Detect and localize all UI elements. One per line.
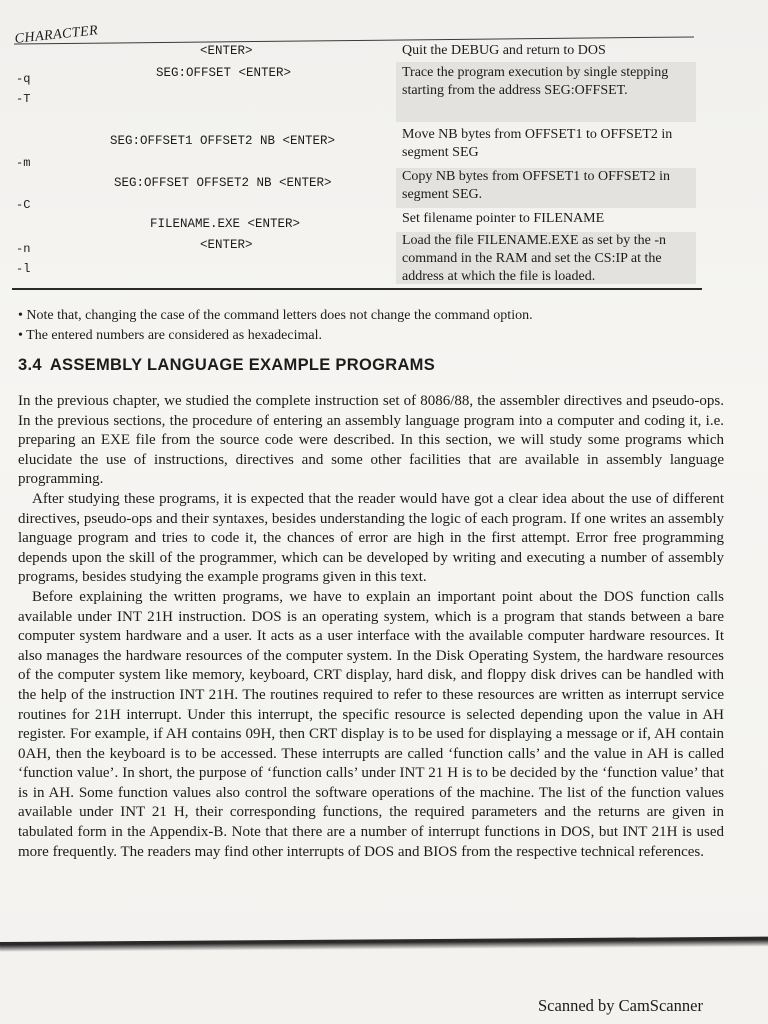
format-n: FILENAME.EXE <ENTER> — [150, 217, 301, 231]
table-notes — [18, 306, 718, 346]
option-c: -C — [16, 198, 31, 212]
format-c: SEG:OFFSET OFFSET2 NB <ENTER> — [114, 176, 332, 190]
page-edge-shadow — [0, 937, 768, 952]
paragraph: In the previous chapter, we studied the complete instruction set of 8086/88, the assembler directives and pseudo-ops. In the previous sections, the procedure of entering an assembly language program into a computer and coding it, i.e. preparing an EXE file from the source code were described. In this section, we will study some programs which elucidate the use of instructions, directives and some other facilities that are available in assembly language programming. — [18, 393, 724, 488]
table-header-fragment: CHARACTER — [14, 23, 99, 47]
paragraph: After studying these programs, it is expected that the reader would have got a clear idea about the use of different directives, pseudo-ops and their syntaxes, besides understanding the logic of each program. If one writes an assembly language program and tries to code it, the chances of error are high in the first attempt. Error free programming depends upon the skill of the programmer, which can be developed by writing and executing a number of assembly programs, besides studying the example programs given in this text. — [18, 490, 724, 586]
option-t: -T — [16, 92, 31, 106]
description-q: Quit the DEBUG and return to DOS — [402, 43, 606, 58]
option-l: -l — [16, 262, 31, 276]
section-body — [18, 392, 724, 862]
section-heading — [18, 356, 435, 375]
format-m: SEG:OFFSET1 OFFSET2 NB <ENTER> — [110, 134, 336, 148]
format-q: <ENTER> — [200, 44, 253, 58]
option-n: -n — [16, 242, 31, 256]
option-m: -m — [16, 156, 31, 170]
note-hex: • The entered numbers are considered as hexadecimal. — [18, 328, 322, 343]
option-q: -q — [16, 72, 31, 86]
description-m: Move NB bytes from OFFSET1 to OFFSET2 in segment SEG — [402, 127, 673, 160]
description-n: Set filename pointer to FILENAME — [402, 211, 605, 226]
description-c: Copy NB bytes from OFFSET1 to OFFSET2 in segment SEG. — [402, 169, 670, 202]
format-t: SEG:OFFSET <ENTER> — [156, 66, 292, 80]
format-l: <ENTER> — [200, 238, 253, 252]
paragraph: Before explaining the written programs, we have to explain an important point about the DOS function calls available under INT 21H instruction. DOS is an operating system, which is a program that stands between a bare computer system hardware and a user. It acts as a user interface with the available computer hardware resources. It also manages the hardware resources of the computer system. In the Disk Operating System, the hardware resources of the computer system like memory, keyboard, CRT display, hard disk, and floppy disk drives can be handled with the help of the instruction INT 21H. The routines required to refer to these resources are written as interrupt service routines for 21H interrupt. Under this interrupt, the specific resource is selected depending upon the value in AH register. For example, if AH contains 09H, then CRT display is to be used for displaying a message or if, AH contain 0AH, then the keyboard is to be accessed. These interrupts are called ‘function calls’ and the value in AH is called ‘function value’. In short, the purpose of ‘function calls’ under INT 21 H is to be decided by the ‘function value’ that is in AH. Some function values also control the software operations of the machine. The list of the function values available under INT 21 H, their corresponding functions, the required parameters and the returns are given in tabulated form in the Appendix-B. Note that there are a number of interrupt functions in DOS, but INT 21H is used more frequently. The readers may find other interrupts of DOS and BIOS from the respective technical references. — [18, 588, 724, 860]
description-t: Trace the program execution by single stepping starting from the address SEG:OFFSET. — [402, 65, 669, 98]
description-l: Load the file FILENAME.EXE as set by the -n command in the RAM and set the CS:IP at the address at which the file is loaded. — [402, 233, 666, 284]
section-title: ASSEMBLY LANGUAGE EXAMPLE PROGRAMS — [49, 356, 436, 374]
note-case: • Note that, changing the case of the command letters does not change the command option. — [18, 308, 533, 323]
scanner-watermark: Scanned by CamScanner — [538, 996, 703, 1015]
section-number: 3.4 — [18, 356, 42, 374]
table-bottom-rule — [12, 288, 702, 290]
